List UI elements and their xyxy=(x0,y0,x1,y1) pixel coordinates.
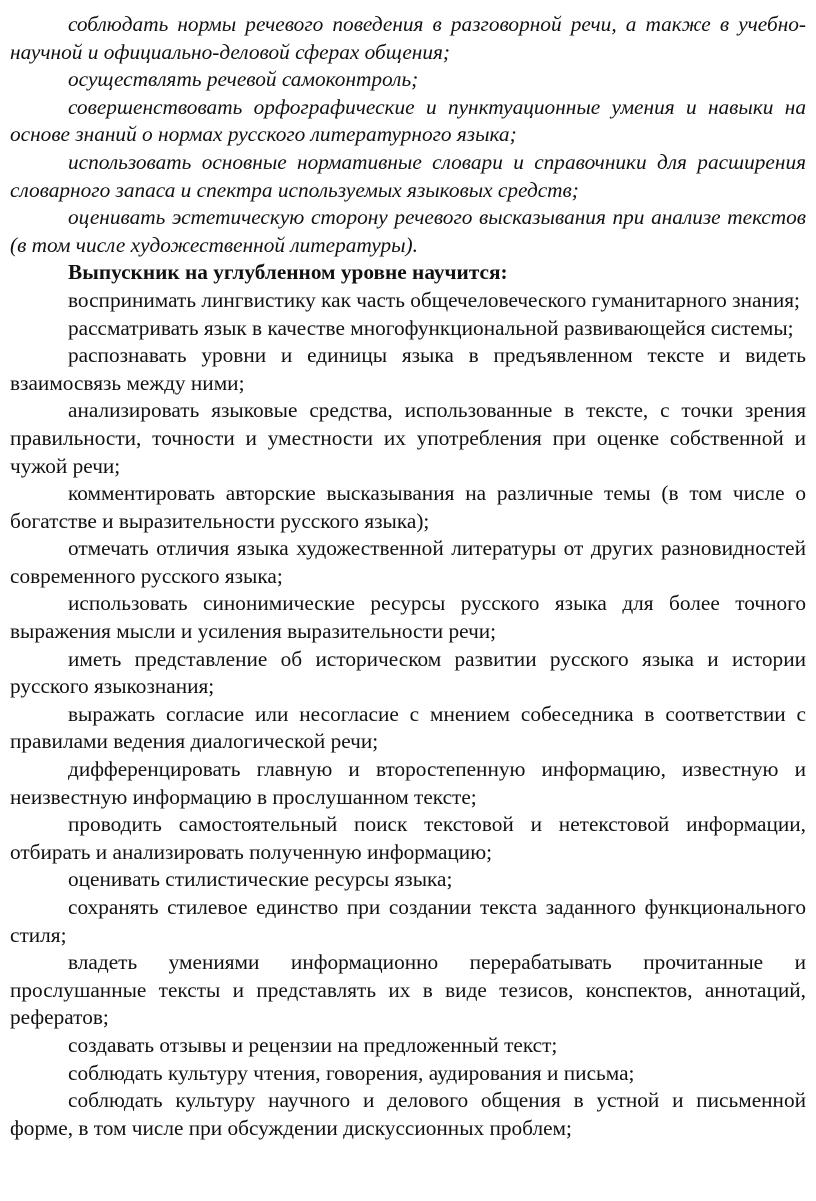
paragraph: отмечать отличия языка художественной литературы от других разновидностей современного русского языка; xyxy=(10,536,806,588)
italic-paragraph: совершенствовать орфографические и пунктуационные умения и навыки на основе знаний о нормах русского литературного языка; xyxy=(10,94,806,147)
paragraph: проводить самостоятельный поиск текстовой и нетекстовой информации, отбирать и анализировать полученную информацию; xyxy=(10,812,806,864)
paragraph: дифференцировать главную и второстепенную информацию, известную и неизвестную информацию в прослушанном тексте; xyxy=(10,757,806,809)
paragraph: использовать синонимические ресурсы русского языка для более точного выражения мысли и усиления выразительности речи; xyxy=(10,591,806,644)
paragraph: создавать отзывы и рецензии на предложенный текст; xyxy=(68,1032,558,1057)
paragraph: выражать согласие или несогласие с мнением собеседника в соответствии с правилами ведения диалогической речи; xyxy=(10,701,806,754)
paragraph: рассматривать язык в качестве многофункциональной развивающейся системы; xyxy=(68,315,794,340)
paragraph: оценивать стилистические ресурсы языка; xyxy=(68,867,453,892)
paragraph: распознавать уровни и единицы языка в предъявленном тексте и видеть взаимосвязь между ними; xyxy=(10,343,806,395)
section-heading: Выпускник на углубленном уровне научится: xyxy=(68,260,508,285)
paragraph: анализировать языковые средства, использованные в тексте, с точки зрения правильности, точности и уместности их употребления при оценке собственной и чужой речи; xyxy=(10,398,806,478)
paragraph: воспринимать лингвистику как часть общечеловеческого гуманитарного знания; xyxy=(68,287,800,312)
paragraph: владеть умениями информационно перерабатывать прочитанные и прослушанные тексты и представлять их в виде тезисов, конспектов, аннотаций, рефератов; xyxy=(10,950,806,1030)
italic-paragraph: оценивать эстетическую сторону речевого высказывания при анализе текстов (в том числе художественной литературы). xyxy=(10,205,806,257)
paragraph: иметь представление об историческом развитии русского языка и истории русского языкознания; xyxy=(10,646,806,699)
italic-paragraph: соблюдать нормы речевого поведения в разговорной речи, а также в учебно-научной и официально-деловой сферах общения; xyxy=(10,12,806,64)
italic-paragraph: использовать основные нормативные словари и справочники для расширения словарного запаса и спектра используемых языковых средств; xyxy=(10,149,806,202)
paragraph: сохранять стилевое единство при создании текста заданного функционального стиля; xyxy=(10,895,806,947)
paragraph: соблюдать культуру научного и делового общения в устной и письменной форме, в том числе при обсуждении дискуссионных проблем; xyxy=(10,1088,806,1140)
paragraph: комментировать авторские высказывания на различные темы (в том числе о богатстве и выразительности русского языка); xyxy=(10,481,806,533)
italic-paragraph: осуществлять речевой самоконтроль; xyxy=(68,67,419,92)
paragraph: соблюдать культуру чтения, говорения, аудирования и письма; xyxy=(68,1060,635,1085)
